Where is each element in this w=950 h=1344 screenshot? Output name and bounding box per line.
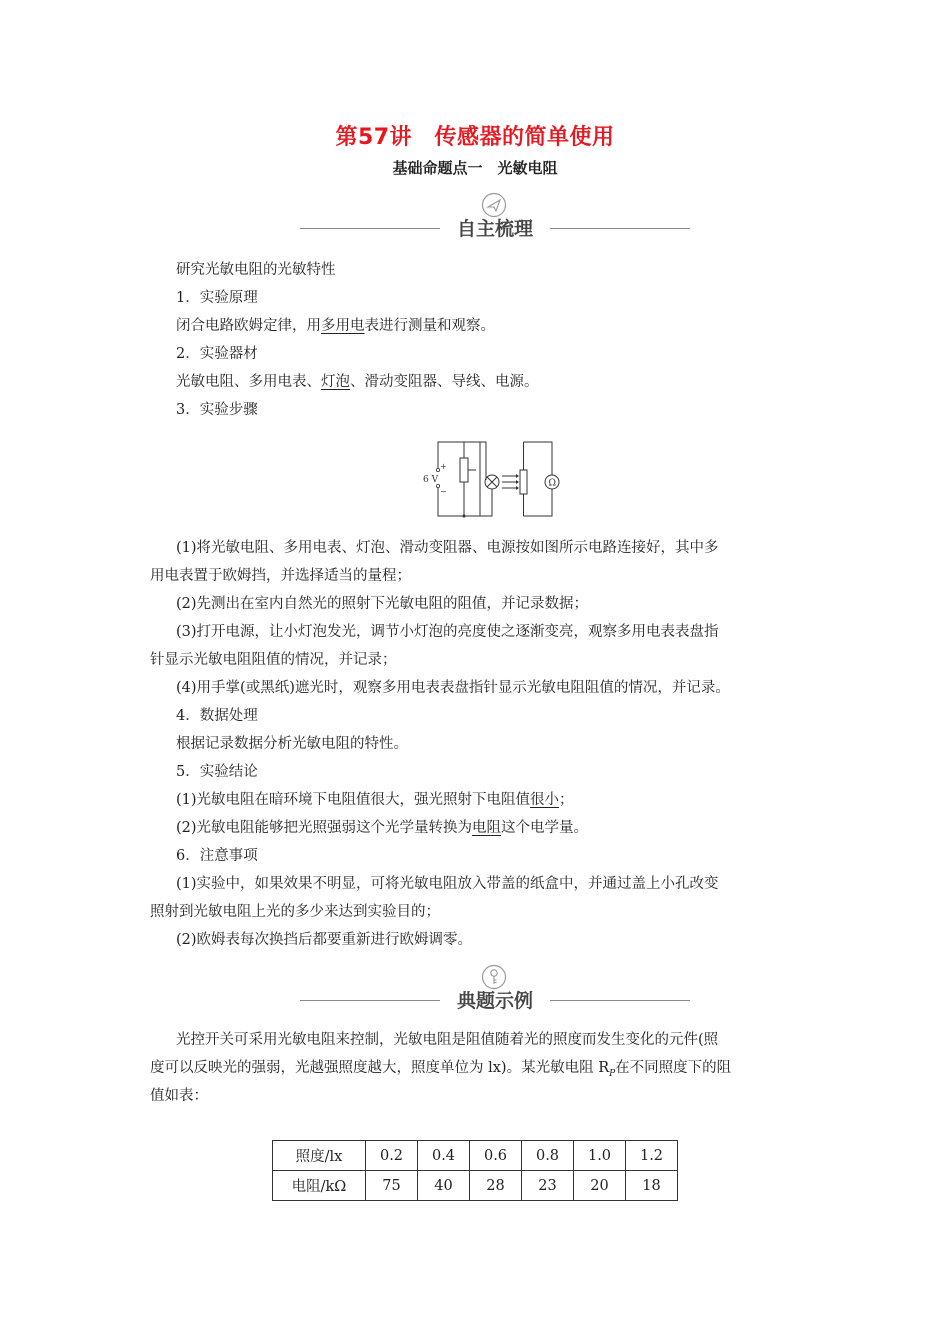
- voltage-label: 6 V: [423, 475, 439, 485]
- section-header-examples: [300, 964, 690, 1014]
- table-cell: 0.4: [418, 1141, 470, 1171]
- table-cell: 40: [418, 1171, 470, 1201]
- example-line-3: 值如表：: [150, 1088, 208, 1104]
- note-2: (2)欧姆表每次换挡后都要重新进行欧姆调零。: [176, 932, 473, 948]
- ohm-symbol: Ω: [548, 478, 556, 489]
- step-2: (2)先测出在室内自然光的照射下光敏电阻的阻值，并记录数据；: [176, 596, 589, 612]
- table-cell: 20: [574, 1171, 626, 1201]
- heading-notes: 6．注意事项: [176, 848, 258, 864]
- step-1-line-b: 用电表置于欧姆挡，并选择适当的量程；: [150, 568, 411, 584]
- page-subtitle: 基础命题点一 光敏电阻: [392, 159, 558, 177]
- heading-principle: 1．实验原理: [176, 290, 258, 306]
- table-cell: 1.2: [626, 1141, 678, 1171]
- row-header-illuminance: 照度/lx: [273, 1141, 366, 1171]
- heading-equipment: 2．实验器材: [176, 346, 258, 362]
- conclusion-1: (1)光敏电阻在暗环境下电阻值很大，强光照射下电阻值很小；: [176, 792, 574, 808]
- heading-conclusion: 5．实验结论: [176, 764, 258, 780]
- heading-data: 4．数据处理: [176, 708, 258, 724]
- table-row: [273, 1141, 678, 1171]
- table-cell: 0.2: [366, 1141, 418, 1171]
- row-header-resistance: 电阻/kΩ: [273, 1171, 366, 1201]
- conclusion-2: (2)光敏电阻能够把光照强弱这个光学量转换为电阻这个电学量。: [176, 820, 589, 836]
- section-header-self-study: [300, 192, 690, 242]
- step-1-line-a: (1)将光敏电阻、多用电表、灯泡、滑动变阻器、电源按如图所示电路连接好，其中多: [176, 540, 719, 556]
- resistance-table: [272, 1140, 678, 1201]
- note-1-line-b: 照射到光敏电阻上光的多少来达到实验目的；: [150, 904, 440, 920]
- section-label: 典题示例: [456, 990, 533, 1012]
- table-cell: 23: [522, 1171, 574, 1201]
- table-cell: 18: [626, 1171, 678, 1201]
- step-3-line-b: 针显示光敏电阻阻值的情况，并记录；: [150, 652, 397, 668]
- principle-text: 闭合电路欧姆定律，用多用电表进行测量和观察。: [176, 318, 495, 334]
- plus-sign: +: [440, 462, 447, 471]
- intro-line: 研究光敏电阻的光敏特性: [176, 262, 336, 278]
- example-line-1: 光控开关可采用光敏电阻来控制，光敏电阻是阻值随着光的照度而发生变化的元件(照: [176, 1032, 719, 1048]
- step-3-line-a: (3)打开电源，让小灯泡发光，调节小灯泡的亮度使之逐渐变亮，观察多用电表表盘指: [176, 624, 719, 640]
- circuit-diagram: [420, 436, 580, 522]
- table-row: [273, 1171, 678, 1201]
- step-4: (4)用手掌(或黑纸)遮光时，观察多用电表表盘指针显示光敏电阻阻值的情况，并记录。: [176, 680, 730, 696]
- data-text: 根据记录数据分析光敏电阻的特性。: [176, 736, 408, 752]
- table-cell: 0.6: [470, 1141, 522, 1171]
- example-line-2: 度可以反映光的强弱，光越强照度越大，照度单位为 lx)。某光敏电阻 $R_P$在不同照度下的阻: [150, 1060, 732, 1079]
- minus-sign: −: [440, 487, 447, 496]
- heading-steps: 3．实验步骤: [176, 402, 258, 418]
- table-cell: 0.8: [522, 1141, 574, 1171]
- note-1-line-a: (1)实验中，如果效果不明显，可将光敏电阻放入带盖的纸盒中，并通过盖上小孔改变: [176, 876, 719, 892]
- table-cell: 1.0: [574, 1141, 626, 1171]
- page-title: 第57讲 传感器的简单使用: [335, 125, 615, 150]
- table-cell: 75: [366, 1171, 418, 1201]
- table-cell: 28: [470, 1171, 522, 1201]
- equipment-text: 光敏电阻、多用电表、灯泡、滑动变阻器、导线、电源。: [176, 374, 539, 390]
- section-label: 自主梳理: [456, 218, 533, 240]
